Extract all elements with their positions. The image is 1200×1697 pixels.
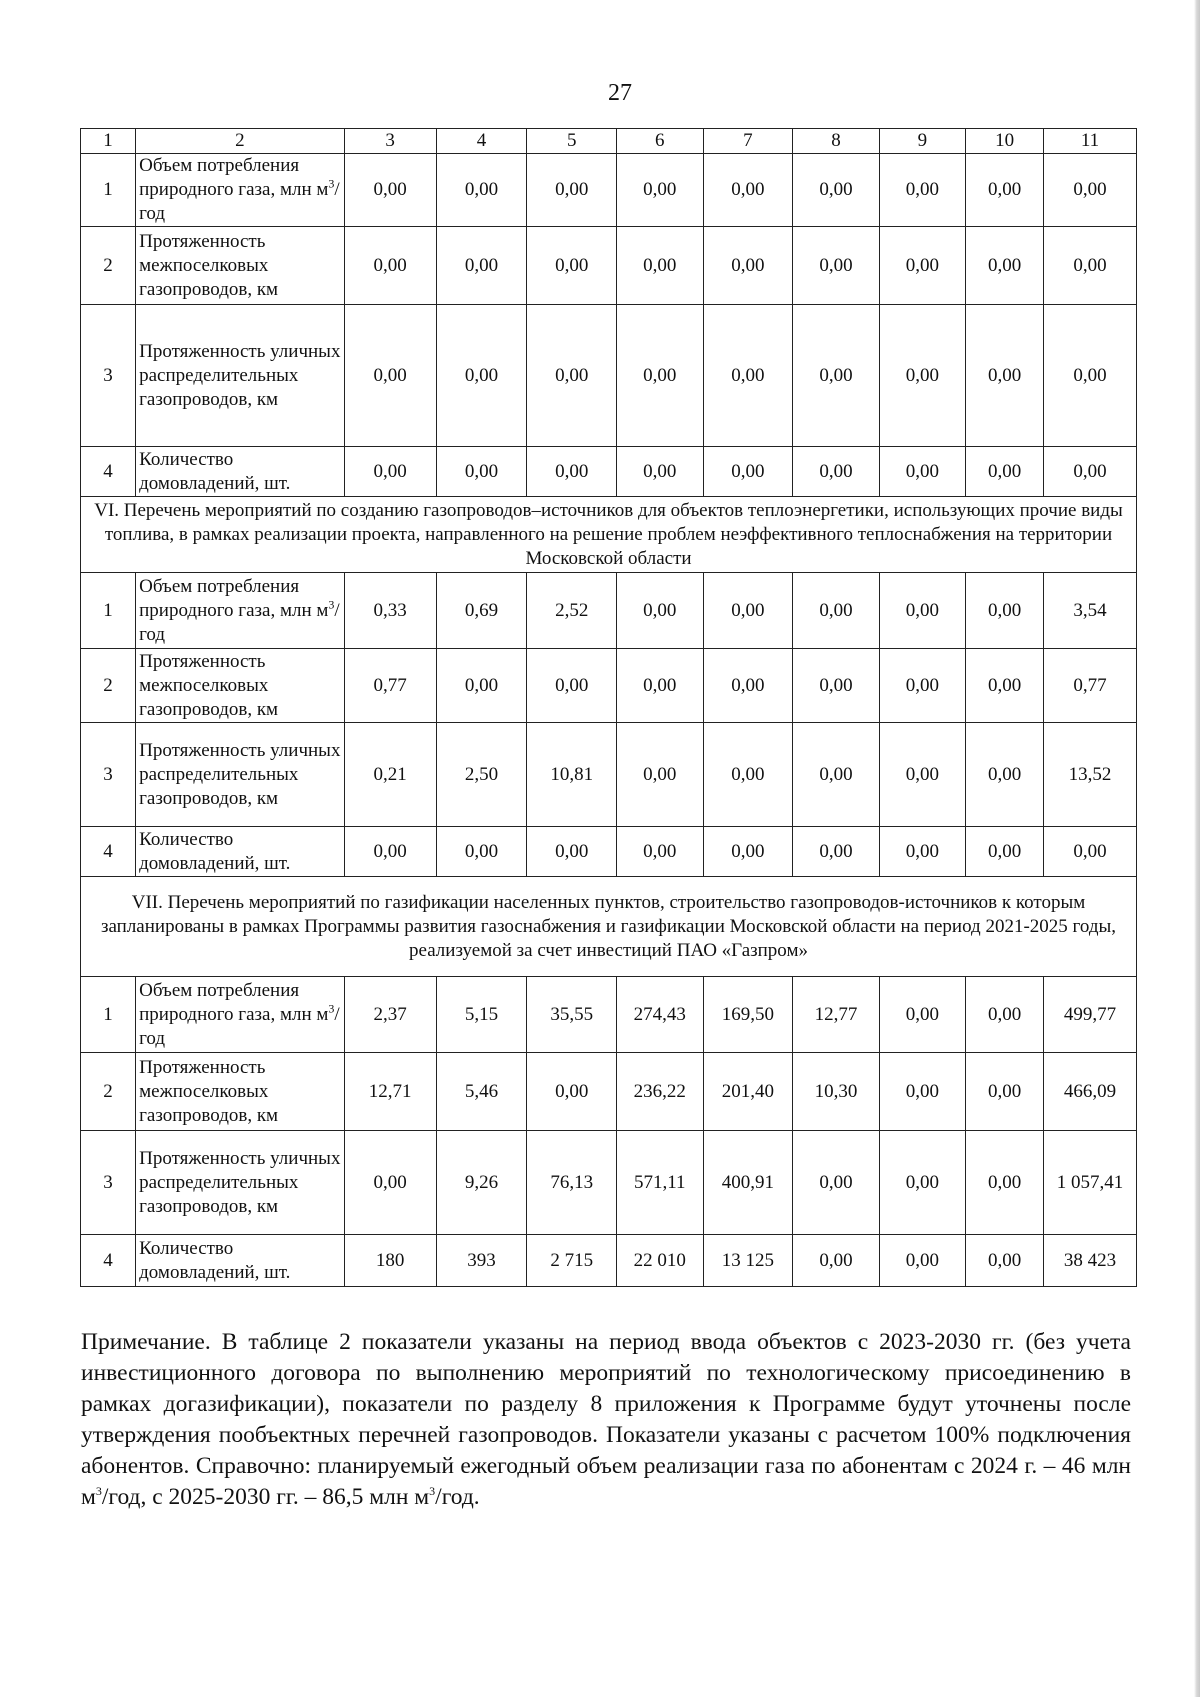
value-cell: 0,00 (879, 1235, 965, 1287)
indicator-label: Протяженность уличных распределительных газопроводов, км (139, 739, 341, 809)
header-cell: 4 (436, 129, 527, 154)
note-superscript: 3 (95, 1484, 102, 1499)
value-cell: 499,77 (1043, 977, 1136, 1053)
value-cell: 0,00 (966, 1131, 1044, 1235)
indicator-label-tail: /год (139, 1003, 340, 1049)
note-text: Примечание. В таблице 2 показатели указаны на период ввода объектов с 2023-2030 гг. (без учета инвестиционного договора по выполнению мероприятий по технологическому присоединению в рамках догазификации), показатели по разделу 8 приложения к Программе будут уточнены после утверждения пообъектных перечней газопроводов. Показатели указаны с расчетом 100% подключения абонентов. Справочно: планируемый ежегодный объем реализации газа по абонентам с 2024 г. – 46 млн м (81, 1329, 1131, 1510)
value-cell: 0,00 (617, 305, 703, 447)
value-cell: 274,43 (617, 977, 703, 1053)
value-cell: 5,46 (436, 1053, 527, 1131)
section-heading-row (81, 877, 1137, 977)
value-cell: 5,15 (436, 977, 527, 1053)
value-cell: 0,00 (879, 649, 965, 723)
row-number: 3 (81, 1131, 136, 1235)
value-cell: 0,00 (344, 827, 436, 877)
header-cell: 7 (703, 129, 793, 154)
unit-superscript: 3 (328, 597, 335, 612)
header-cell: 8 (793, 129, 879, 154)
value-cell: 0,00 (703, 227, 793, 305)
value-cell: 169,50 (703, 977, 793, 1053)
value-cell: 76,13 (527, 1131, 617, 1235)
value-cell: 0,00 (436, 227, 527, 305)
value-cell: 0,00 (966, 447, 1044, 497)
header-row (81, 129, 1137, 154)
value-cell: 2 715 (527, 1235, 617, 1287)
indicator-name (136, 1131, 345, 1235)
value-cell: 0,00 (527, 447, 617, 497)
value-cell: 2,52 (527, 573, 617, 649)
value-cell: 0,00 (527, 649, 617, 723)
value-cell: 0,00 (1043, 827, 1136, 877)
indicator-name (136, 305, 345, 447)
value-cell: 0,00 (966, 1053, 1044, 1131)
row-number: 2 (81, 1053, 136, 1131)
indicator-label: Протяженность межпоселковых газопроводов, км (139, 230, 279, 300)
value-cell: 0,00 (344, 227, 436, 305)
value-cell: 0,00 (793, 1235, 879, 1287)
value-cell: 0,00 (793, 1131, 879, 1235)
value-cell: 201,40 (703, 1053, 793, 1131)
value-cell: 12,77 (793, 977, 879, 1053)
value-cell: 0,00 (703, 723, 793, 827)
header-cell: 5 (527, 129, 617, 154)
indicator-name (136, 649, 345, 723)
value-cell: 236,22 (617, 1053, 703, 1131)
value-cell: 0,00 (966, 227, 1044, 305)
indicator-name (136, 1053, 345, 1131)
value-cell: 0,00 (617, 227, 703, 305)
value-cell: 2,37 (344, 977, 436, 1053)
unit-superscript: 3 (328, 1001, 335, 1016)
indicator-name (136, 977, 345, 1053)
section-heading: VII. Перечень мероприятий по газификации населенных пунктов, строительство газопроводов-источников к которым запланированы в рамках Программы развития газоснабжения и газификации Московской области на период 2021-2025 годы, реализуемой за счет инвестиций ПАО «Газпром» (81, 877, 1137, 977)
value-cell: 10,30 (793, 1053, 879, 1131)
table-row (81, 154, 1137, 227)
section-heading: VI. Перечень мероприятий по созданию газопроводов–источников для объектов теплоэнергетики, использующих прочие виды топлива, в рамках реализации проекта, направленного на решение проблем неэффективного теплоснабжения на территории Московской области (81, 497, 1137, 573)
value-cell: 180 (344, 1235, 436, 1287)
value-cell: 0,00 (879, 723, 965, 827)
indicator-label-tail: /год (139, 599, 340, 645)
table-row (81, 977, 1137, 1053)
value-cell: 0,00 (793, 723, 879, 827)
value-cell: 0,00 (879, 305, 965, 447)
note-superscript: 3 (429, 1484, 436, 1499)
row-number: 3 (81, 305, 136, 447)
table-row (81, 447, 1137, 497)
value-cell: 0,00 (1043, 447, 1136, 497)
header-cell: 6 (617, 129, 703, 154)
value-cell: 38 423 (1043, 1235, 1136, 1287)
row-number: 2 (81, 227, 136, 305)
note-text: /год, с 2025-2030 гг. – 86,5 млн м (101, 1484, 430, 1510)
value-cell: 0,00 (436, 154, 527, 227)
value-cell: 0,00 (793, 649, 879, 723)
indicator-label-tail: /год (139, 179, 340, 224)
value-cell: 0,00 (966, 154, 1044, 227)
value-cell: 0,00 (966, 305, 1044, 447)
row-number: 2 (81, 649, 136, 723)
indicator-label: Протяженность межпоселковых газопроводов, км (139, 650, 279, 720)
value-cell: 0,00 (703, 649, 793, 723)
row-number: 4 (81, 827, 136, 877)
value-cell: 0,00 (966, 649, 1044, 723)
value-cell: 0,00 (527, 1053, 617, 1131)
value-cell: 13 125 (703, 1235, 793, 1287)
value-cell: 0,00 (617, 154, 703, 227)
row-number: 3 (81, 723, 136, 827)
value-cell: 0,00 (436, 649, 527, 723)
value-cell: 1 057,41 (1043, 1131, 1136, 1235)
value-cell: 0,00 (793, 447, 879, 497)
table-row (81, 649, 1137, 723)
row-number: 1 (81, 573, 136, 649)
indicator-name (136, 154, 345, 227)
indicator-label: Объем потребления природного газа, млн м (139, 155, 329, 200)
value-cell: 393 (436, 1235, 527, 1287)
table-row (81, 827, 1137, 877)
table-row (81, 723, 1137, 827)
value-cell: 0,00 (966, 1235, 1044, 1287)
row-number: 4 (81, 447, 136, 497)
value-cell: 0,00 (879, 154, 965, 227)
value-cell: 0,00 (527, 305, 617, 447)
header-cell: 3 (344, 129, 436, 154)
value-cell: 0,00 (617, 723, 703, 827)
value-cell: 0,69 (436, 573, 527, 649)
value-cell: 0,00 (527, 827, 617, 877)
header-cell: 1 (81, 129, 136, 154)
indicator-label: Протяженность уличных распределительных газопроводов, км (139, 1147, 341, 1217)
value-cell: 0,00 (1043, 305, 1136, 447)
indicator-name (136, 227, 345, 305)
indicator-name (136, 573, 345, 649)
value-cell: 0,00 (527, 227, 617, 305)
value-cell: 0,00 (436, 827, 527, 877)
value-cell: 0,00 (344, 305, 436, 447)
value-cell: 466,09 (1043, 1053, 1136, 1131)
value-cell: 9,26 (436, 1131, 527, 1235)
value-cell: 571,11 (617, 1131, 703, 1235)
value-cell: 3,54 (1043, 573, 1136, 649)
indicator-label: Объем потребления природного газа, млн м (139, 575, 329, 621)
indicator-label: Протяженность межпоселковых газопроводов, км (139, 1056, 279, 1126)
value-cell: 0,00 (879, 447, 965, 497)
page-number: 27 (608, 80, 632, 106)
value-cell: 0,00 (617, 649, 703, 723)
value-cell: 0,00 (436, 447, 527, 497)
value-cell: 0,00 (617, 573, 703, 649)
value-cell: 0,00 (703, 573, 793, 649)
value-cell: 10,81 (527, 723, 617, 827)
value-cell: 0,00 (879, 573, 965, 649)
table-row (81, 227, 1137, 305)
value-cell: 0,00 (703, 447, 793, 497)
unit-superscript: 3 (328, 176, 335, 191)
value-cell: 0,77 (344, 649, 436, 723)
value-cell: 13,52 (1043, 723, 1136, 827)
header-cell: 10 (966, 129, 1044, 154)
indicator-label: Протяженность уличных распределительных газопроводов, км (139, 340, 341, 410)
header-cell: 9 (879, 129, 965, 154)
value-cell: 0,00 (527, 154, 617, 227)
indicator-label: Количество домовладений, шт. (139, 1237, 291, 1283)
value-cell: 0,00 (344, 154, 436, 227)
value-cell: 0,00 (344, 447, 436, 497)
value-cell: 35,55 (527, 977, 617, 1053)
table-row (81, 305, 1137, 447)
value-cell: 0,00 (966, 723, 1044, 827)
value-cell: 0,00 (617, 447, 703, 497)
value-cell: 0,00 (617, 827, 703, 877)
indicator-name (136, 447, 345, 497)
value-cell: 0,00 (966, 977, 1044, 1053)
indicator-name (136, 1235, 345, 1287)
value-cell: 0,00 (793, 827, 879, 877)
section-heading-row (81, 497, 1137, 573)
table-row (81, 1235, 1137, 1287)
indicator-label: Объем потребления природного газа, млн м (139, 979, 329, 1025)
value-cell: 0,00 (879, 1053, 965, 1131)
value-cell: 0,00 (436, 305, 527, 447)
table-row (81, 1053, 1137, 1131)
indicator-name (136, 723, 345, 827)
value-cell: 0,00 (793, 227, 879, 305)
value-cell: 0,00 (879, 977, 965, 1053)
value-cell: 0,77 (1043, 649, 1136, 723)
value-cell: 0,00 (966, 827, 1044, 877)
value-cell: 0,21 (344, 723, 436, 827)
value-cell: 12,71 (344, 1053, 436, 1131)
value-cell: 0,00 (793, 305, 879, 447)
table-row (81, 1131, 1137, 1235)
note-text: /год. (435, 1484, 480, 1510)
table-body (81, 129, 1137, 1287)
indicator-label: Количество домовладений, шт. (139, 448, 291, 494)
value-cell: 22 010 (617, 1235, 703, 1287)
value-cell: 0,00 (966, 573, 1044, 649)
value-cell: 0,00 (703, 305, 793, 447)
value-cell: 0,00 (344, 1131, 436, 1235)
indicators-table (80, 128, 1137, 1287)
value-cell: 0,00 (1043, 154, 1136, 227)
indicator-name (136, 827, 345, 877)
value-cell: 2,50 (436, 723, 527, 827)
value-cell: 0,00 (793, 573, 879, 649)
value-cell: 0,00 (793, 154, 879, 227)
value-cell: 0,00 (703, 827, 793, 877)
header-cell: 11 (1043, 129, 1136, 154)
header-cell: 2 (136, 129, 345, 154)
value-cell: 0,00 (703, 154, 793, 227)
value-cell: 0,00 (879, 1131, 965, 1235)
value-cell: 0,00 (879, 227, 965, 305)
row-number: 4 (81, 1235, 136, 1287)
value-cell: 400,91 (703, 1131, 793, 1235)
row-number: 1 (81, 154, 136, 227)
table-row (81, 573, 1137, 649)
page-edge-shadow (1194, 0, 1200, 1697)
value-cell: 0,33 (344, 573, 436, 649)
value-cell: 0,00 (879, 827, 965, 877)
row-number: 1 (81, 977, 136, 1053)
value-cell: 0,00 (1043, 227, 1136, 305)
note-paragraph (81, 1327, 1131, 1513)
indicator-label: Количество домовладений, шт. (139, 828, 291, 874)
